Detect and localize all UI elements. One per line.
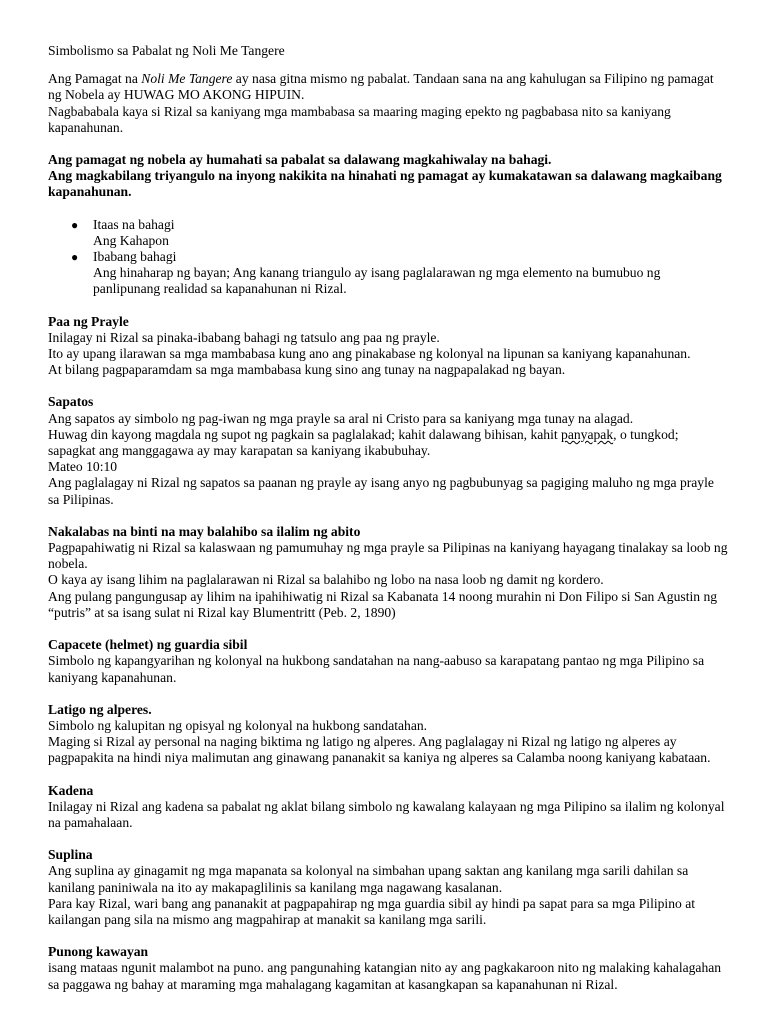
bible-reference: Mateo 10:10 (48, 459, 118, 475)
section-heading: Punong kawayan (48, 944, 149, 960)
section-line: Maging si Rizal ay personal na naging biktima ng latigo ng alperes. Ang paglalagay ni Rizal ng latigo ng alperes ay pagpapakita na hindi niya malimutan ang ginawang pananakit sa kaniya ng alperes sa Calamba noong kaniyang kabataan. (48, 734, 711, 766)
section-line: Ito ay upang ilarawan sa mga mambabasa kung ano ang pinakabase ng kolonyal na lipunan sa kaniyang kapanahunan. (48, 346, 691, 362)
section-line: Ang pulang pangungusap ay lihim na ipahihiwatig ni Rizal sa Kabanata 14 noong murahin ni Don Filipo si San Agustin ng “putris” at sa isang sulat ni Rizal kay Blumentritt (Peb. 2, 1890) (48, 588, 718, 620)
intro-text-after: ay nasa gitna mismo ng pabalat. Tandaan sana na ang kahulugan sa Filipino ng pamagat ng Nobela ay HUWAG MO AKONG HIPUIN. (48, 71, 714, 103)
section-line: Para kay Rizal, wari bang ang pananakit at pagpapahirap ng mga guardia sibil ay hindi pa sapat para sa mga Pilipino at kailangan pang sila na mismo ang magpahirap at manakit sa kanilang mga sarili. (48, 895, 696, 927)
section-line: Simbolo ng kalupitan ng opisyal ng kolonyal na hukbong sandatahan. (48, 717, 428, 733)
section-latigo (48, 702, 728, 767)
intro-line-2: Nagbababala kaya si Rizal sa kaniyang mga mambabasa sa maaring maging epekto ng pagbabasa nito sa kaniyang kapanahunan. (48, 103, 671, 135)
section-line (48, 427, 728, 459)
section-line: Ang sapatos ay simbolo ng pag-iwan ng mga prayle sa aral ni Cristo para sa kaniyang mga tunay na alagad. (48, 410, 634, 426)
spellcheck-word: panyapak (561, 426, 614, 442)
section-line: Inilagay ni Rizal ang kadena sa pabalat ng aklat bilang simbolo ng kawalang kalayaan ng mga Pilipino sa ilalim ng kolonyal na pamahalaan. (48, 798, 725, 830)
section-heading: Paa ng Prayle (48, 313, 129, 329)
intro-paragraph (48, 71, 728, 136)
section-heading: Kadena (48, 782, 94, 798)
line-text: Huwag din kayong magdala ng supot ng pagkain sa paglalakad; kahit dalawang bihisan, kahit (48, 426, 562, 442)
section-heading: Nakalabas na binti na may balahibo sa ilalim ng abito (48, 523, 361, 539)
part-description: Ang Kahapon (93, 232, 169, 248)
bullet-icon: ● (71, 250, 79, 265)
section-sapatos (48, 394, 728, 507)
section-line: Pagpapahiwatig ni Rizal sa kalaswaan ng pamumuhay ng mga prayle sa Pilipinas na kaniyang hayagang tinalakay sa loob ng nobela. (48, 540, 728, 572)
section-line: isang mataas ngunit malambot na puno. ang pangunahing katangian nito ay ang pagkakaroon nito ng malaking kahalagahan sa paggawa ng bahay at maraming mga mahalagang kagamitan at kasangkapan sa kapanahunan ni Rizal. (48, 960, 722, 992)
section-punong-kawayan (48, 944, 728, 993)
section-line: Ang paglalagay ni Rizal ng sapatos sa paanan ng prayle ay isang anyo ng pagbubunyag sa pagiging maluho ng mga prayle sa Pilipinas. (48, 475, 714, 507)
cover-parts-list (48, 217, 728, 298)
document-page (48, 43, 728, 1009)
section-heading: Suplina (48, 847, 93, 863)
list-item (71, 249, 728, 298)
part-description: Ang hinaharap ng bayan; Ang kanang triangulo ay isang paglalarawan ng mga elemento na bumubuo ng panlipunang realidad sa kapanahunan ni Rizal. (93, 265, 661, 297)
bold-note (48, 152, 728, 201)
bullet-icon: ● (71, 217, 79, 232)
section-line: Inilagay ni Rizal sa pinaka-ibabang bahagi ng tatsulo ang paa ng prayle. (48, 329, 440, 345)
part-label: Itaas na bahagi (93, 216, 175, 232)
novel-title-italic: Noli Me Tangere (141, 71, 233, 87)
section-line: Simbolo ng kapangyarihan ng kolonyal na hukbong sandatahan na nang-aabuso sa karapatang pantao ng mga Pilipino sa kaniyang kapanahunan. (48, 653, 705, 685)
intro-text-before: Ang Pamagat na (48, 71, 142, 87)
document-title: Simbolismo sa Pabalat ng Noli Me Tangere (48, 43, 285, 58)
intro-line (48, 71, 728, 103)
section-line: At bilang pagpaparamdam sa mga mambabasa kung sino ang tunay na nagpapalakad ng bayan. (48, 362, 566, 378)
list-item (71, 216, 728, 249)
section-capacete (48, 637, 728, 686)
section-heading: Sapatos (48, 394, 94, 410)
section-line: O kaya ay isang lihim na paglalarawan ni Rizal sa balahibo ng lobo na nasa loob ng damit ng kordero. (48, 572, 604, 588)
section-heading: Capacete (helmet) ng guardia sibil (48, 637, 248, 653)
section-line: Ang suplina ay ginagamit ng mga mapanata sa kolonyal na simbahan upang saktan ang kanilang mga sarili dahilan sa kanilang paniniwala na ito ay makapaglilinis sa kanilang mga nagawang kasalanan. (48, 863, 689, 895)
part-label: Ibabang bahagi (93, 249, 177, 265)
bold-note-line-2: Ang magkabilang triyangulo na inyong nakikita na hinahati ng pamagat ay kumakatawan sa dalawang magkaibang kapanahunan. (48, 168, 722, 200)
line-text: , o tungkod; sapagkat ang manggagawa ay may karapatan sa kaniyang ikabubuhay. (48, 426, 679, 459)
bold-note-line-1: Ang pamagat ng nobela ay humahati sa pabalat sa dalawang magkahiwalay na bahagi. (48, 152, 552, 168)
section-suplina (48, 847, 728, 928)
section-binti (48, 524, 728, 621)
section-paa-ng-prayle (48, 314, 728, 379)
section-heading: Latigo ng alperes. (48, 701, 152, 717)
section-kadena (48, 783, 728, 832)
